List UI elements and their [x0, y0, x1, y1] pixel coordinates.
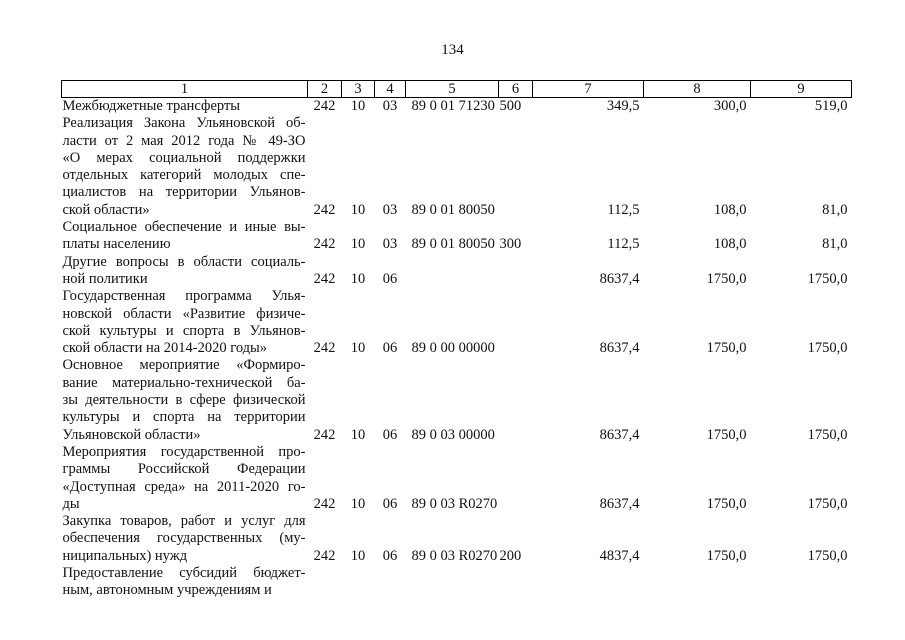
- value-2018-cell: 108,0: [713, 236, 747, 253]
- table-row: [62, 254, 852, 289]
- csr-cell: [406, 254, 499, 289]
- gr-cell: 242: [313, 270, 336, 287]
- vr-cell: [499, 115, 533, 219]
- row-name-cell: [62, 254, 308, 289]
- gr-cell: 242: [313, 340, 336, 357]
- value-2017-cell: 349,5: [606, 98, 640, 114]
- rz-cell: 10: [350, 98, 366, 114]
- row-name-cell: [62, 513, 308, 565]
- rz-cell: [342, 565, 375, 600]
- row-name-cell: [62, 565, 308, 600]
- pr-cell: 06: [382, 340, 398, 357]
- value-2018-cell: 1750,0: [706, 495, 747, 512]
- value-2019-cell: 81,0: [822, 201, 848, 218]
- column-header-4: 4: [375, 81, 406, 98]
- column-header-6: 6: [499, 81, 533, 98]
- rz-cell: 10: [350, 201, 366, 218]
- value-2019-cell: 519,0: [814, 98, 848, 114]
- row-name-line: Межбюджетные трансферты: [62, 98, 241, 114]
- table-row: [62, 357, 852, 443]
- pr-cell: 03: [382, 201, 398, 218]
- vr-cell: [499, 288, 533, 357]
- value-2019-cell: 1750,0: [807, 547, 848, 564]
- pr-cell: 06: [382, 547, 398, 564]
- pr-cell: 06: [382, 495, 398, 512]
- row-name-line: Государственная программа Улья-: [62, 288, 306, 305]
- row-name-line: отдельных категорий молодых спе-: [62, 167, 306, 184]
- value-2018-cell: 1750,0: [706, 547, 747, 564]
- rz-cell: 10: [350, 340, 366, 357]
- rz-cell: 10: [350, 426, 366, 443]
- column-header-2: 2: [308, 81, 342, 98]
- row-name-line: «О мерах социальной поддержки: [62, 149, 306, 166]
- vr-cell: [499, 254, 533, 289]
- rz-cell: 10: [350, 270, 366, 287]
- vr-cell: 300: [499, 236, 522, 253]
- table-row: [62, 98, 852, 116]
- value-2017-cell: 8637,4: [599, 270, 640, 287]
- value-2018-cell: 108,0: [713, 201, 747, 218]
- value-2017-cell: 4837,4: [599, 547, 640, 564]
- row-name-cell: [62, 357, 308, 443]
- row-name-line: новской области «Развитие физиче-: [62, 305, 306, 322]
- row-name-line: ды: [62, 495, 80, 512]
- csr-cell: 89 0 03 R0270: [411, 495, 498, 512]
- row-name-line: вание материально-технической ба-: [62, 374, 306, 391]
- row-name-cell: [62, 115, 308, 219]
- csr-cell: 89 0 03 R0270: [411, 547, 498, 564]
- table-header: [62, 81, 852, 98]
- row-name-line: циалистов на территории Ульянов-: [62, 184, 306, 201]
- pr-cell: 06: [382, 270, 398, 287]
- vr-cell: [499, 444, 533, 513]
- pr-cell: 03: [382, 236, 398, 253]
- value-2017-cell: 112,5: [607, 236, 640, 253]
- rz-cell: 10: [350, 236, 366, 253]
- value-2019-cell: 81,0: [822, 236, 848, 253]
- row-name-line: Закупка товаров, работ и услуг для: [62, 513, 306, 530]
- vr-cell: [499, 357, 533, 443]
- row-name-line: Другие вопросы в области социаль-: [62, 253, 306, 270]
- table-row: [62, 513, 852, 565]
- column-header-1: 1: [62, 81, 308, 98]
- table-row: [62, 115, 852, 219]
- table-row: [62, 565, 852, 600]
- row-name-line: платы населению: [62, 236, 171, 253]
- gr-cell: 242: [313, 201, 336, 218]
- row-name-line: ской области»: [62, 201, 150, 218]
- rz-cell: 10: [350, 547, 366, 564]
- csr-cell: 89 0 01 80050: [411, 236, 495, 253]
- row-name-cell: [62, 219, 308, 254]
- value-2018-cell: 300,0: [713, 98, 747, 114]
- column-header-9: 9: [751, 81, 852, 98]
- row-name-cell: [62, 98, 308, 116]
- row-name-line: ной политики: [62, 270, 148, 287]
- row-name-line: Ульяновской области»: [62, 426, 201, 443]
- value-2017-cell: 8637,4: [599, 495, 640, 512]
- vr-cell: [499, 565, 533, 600]
- vr-cell: 500: [499, 98, 522, 114]
- value-2017-cell: 8637,4: [599, 340, 640, 357]
- csr-cell: 89 0 01 80050: [411, 201, 495, 218]
- csr-cell: 89 0 00 00000: [411, 340, 495, 357]
- pr-cell: 06: [382, 426, 398, 443]
- header-row: [62, 81, 852, 98]
- rz-cell: 10: [350, 495, 366, 512]
- row-name-line: граммы Российской Федерации: [62, 461, 306, 478]
- row-name-line: культуры и спорта на территории: [62, 409, 306, 426]
- vr-cell: 200: [499, 547, 522, 564]
- csr-cell: 89 0 03 00000: [411, 426, 495, 443]
- gr-cell: 242: [313, 547, 336, 564]
- row-name-line: Основное мероприятие «Формиро-: [62, 357, 306, 374]
- budget-table: [61, 80, 852, 600]
- value-2019-cell: [751, 565, 852, 600]
- csr-cell: [406, 565, 499, 600]
- gr-cell: 242: [313, 236, 336, 253]
- value-2019-cell: 1750,0: [807, 426, 848, 443]
- row-name-line: Предоставление субсидий бюджет-: [62, 565, 306, 582]
- row-name-line: Мероприятия государственной про-: [62, 443, 306, 460]
- column-header-7: 7: [533, 81, 644, 98]
- column-header-5: 5: [406, 81, 499, 98]
- value-2018-cell: 1750,0: [706, 340, 747, 357]
- value-2018-cell: [644, 565, 751, 600]
- row-name-line: ской культуры и спорта в Ульянов-: [62, 322, 306, 339]
- row-name-cell: [62, 444, 308, 513]
- row-name-line: «Доступная среда» на 2011-2020 го-: [62, 478, 306, 495]
- value-2017-cell: [533, 565, 644, 600]
- row-name-cell: [62, 288, 308, 357]
- row-name-line: зы деятельности в сфере физической: [62, 392, 306, 409]
- table-row: [62, 219, 852, 254]
- gr-cell: 242: [313, 98, 336, 114]
- table-row: [62, 288, 852, 357]
- csr-cell: 89 0 01 71230: [411, 98, 495, 114]
- row-name-line: ласти от 2 мая 2012 года № 49-ЗО: [62, 132, 306, 149]
- value-2017-cell: 112,5: [607, 201, 640, 218]
- row-name-line: ской области на 2014-2020 годы»: [62, 340, 268, 357]
- table-body: [62, 98, 852, 600]
- row-name-line: Социальное обеспечение и иные вы-: [62, 219, 306, 236]
- row-name-line: обеспечения государственных (му-: [62, 530, 306, 547]
- page-number: 134: [441, 42, 464, 58]
- table-row: [62, 444, 852, 513]
- row-name-line: Реализация Закона Ульяновской об-: [62, 115, 306, 132]
- gr-cell: [308, 565, 342, 600]
- row-name-line: ным, автономным учреждениям и: [62, 582, 272, 599]
- column-header-3: 3: [342, 81, 375, 98]
- value-2019-cell: 1750,0: [807, 270, 848, 287]
- value-2017-cell: 8637,4: [599, 426, 640, 443]
- pr-cell: 03: [382, 98, 398, 114]
- column-header-8: 8: [644, 81, 751, 98]
- value-2019-cell: 1750,0: [807, 495, 848, 512]
- gr-cell: 242: [313, 495, 336, 512]
- pr-cell: [375, 565, 406, 600]
- row-name-line: ниципальных) нужд: [62, 547, 188, 564]
- gr-cell: 242: [313, 426, 336, 443]
- value-2018-cell: 1750,0: [706, 426, 747, 443]
- value-2018-cell: 1750,0: [706, 270, 747, 287]
- value-2019-cell: 1750,0: [807, 340, 848, 357]
